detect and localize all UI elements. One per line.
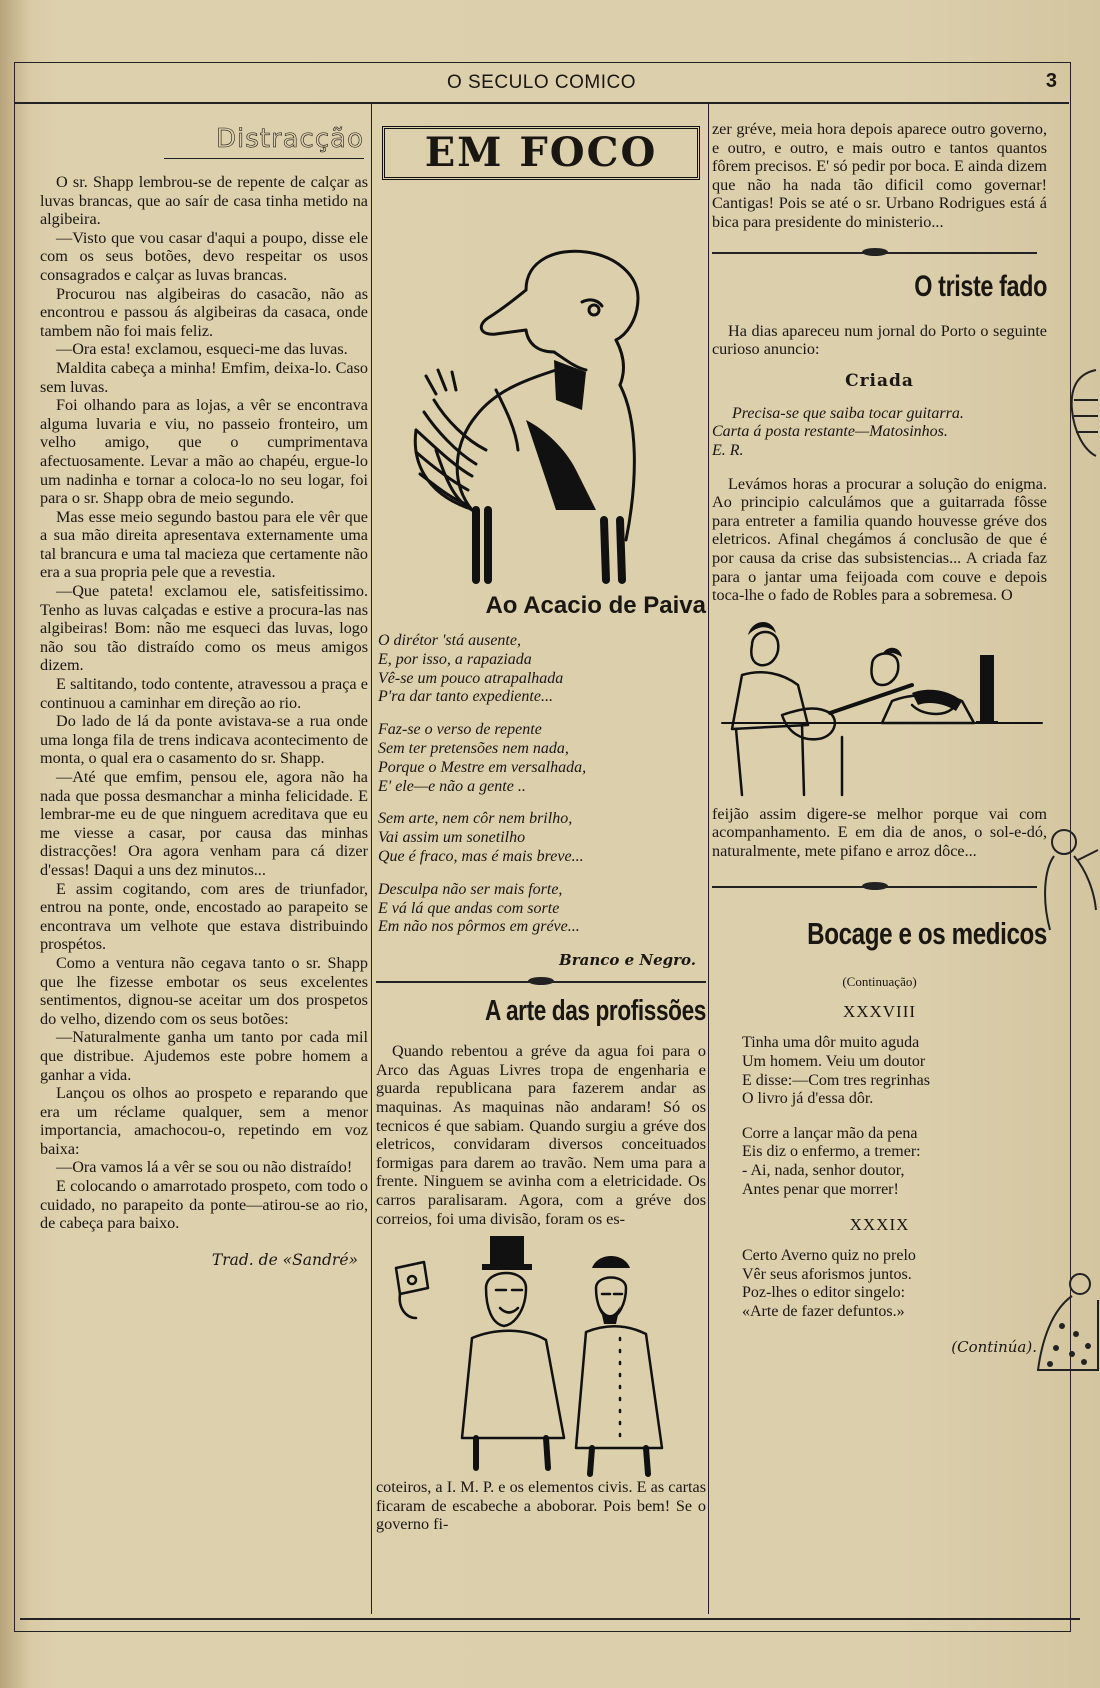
newspaper-title: O SECULO COMICO (446, 72, 637, 93)
ad-line: Precisa-se que saiba tocar guitarra. (732, 404, 964, 422)
column-divider-1 (371, 104, 372, 1614)
page-header (14, 64, 1069, 104)
paragraph: coteiros, a I. M. P. e os elementos civis. E as cartas ficaram de escabeche a aboborar. Pois bem! Se o governo fi- (376, 1478, 706, 1534)
verse-line: Vêr seus aforismos juntos. (742, 1265, 912, 1283)
paragraph: Como a ventura não cegava tanto o sr. Shapp que lhe fizesse embotar os seus excelentes sentimentos, dignou-se aceitar um dos prospetos do velho, dizendo com os seus botões: (40, 953, 368, 1028)
poem-line: Que é fraco, mas é mais breve... (378, 847, 584, 865)
paragraph: Procurou nas algibeiras do casacão, não as encontrou e passou ás algibeiras da casaca, onde tambem não foi mais feliz. (40, 284, 368, 340)
verse-line: - Ai, nada, senhor doutor, (742, 1162, 905, 1180)
poem-stanza (378, 881, 706, 937)
ornamental-divider (712, 882, 1037, 892)
verse-stanza (742, 1034, 1047, 1108)
paragraph: Quando rebentou a gréve da agua foi para o Arco das Aguas Livres tropa de engenharia e guarda republicana para fazerem andar as maquinas. As maquinas não andaram! Só os tecnicos é que sabiam. Quando surgiu a gréve dos eletricos, convidaram diversos conceituados formigas para darem ao travão. Nem uma para a frente. Ninguem se avinha com a eletricidade. Os carros paralisaram. Agora, com a gréve dos correios, foi uma divisão, foram os es- (376, 1042, 706, 1228)
bottom-rule (20, 1618, 1080, 1620)
verse-line: Certo Averno quiz no prelo (742, 1247, 916, 1265)
ad-line: E. R. (712, 441, 744, 459)
classified-ad (712, 405, 1047, 461)
poem-line: Sem arte, nem côr nem brilho, (378, 810, 573, 828)
poem-stanza (378, 810, 706, 866)
paragraph: Mas esse meio segundo bastou para ele vêr que a sua mão direita apresentava externamente uma tal brancura e uma tal macieza que certamente não era a sua propria pele que a revestia. (40, 507, 368, 582)
column-divider-2 (708, 104, 709, 1614)
verse-stanza (742, 1125, 1047, 1199)
margin-figure-doodle (1034, 820, 1100, 940)
poem-line: P'ra dar tanto expediente... (378, 688, 553, 706)
poem-line: Faz-se o verso de repente (378, 721, 542, 739)
section-numeral: XXXIX (849, 1215, 910, 1235)
ad-line: Carta á posta restante—Matosinhos. (712, 423, 948, 441)
paragraph: Ha dias apareceu num jornal do Porto o seguinte curioso anuncio: (712, 321, 1047, 359)
column-distracao (40, 120, 368, 1275)
verse-line: O livro já d'essa dôr. (742, 1090, 874, 1108)
title-underline (164, 158, 364, 159)
poem-line: Porque o Mestre em versalhada, (378, 758, 587, 776)
article-title-distracao: Distracção (215, 124, 364, 154)
margin-dotted-dress-doodle (1032, 1270, 1100, 1380)
verse-line: E disse:—Com tres regrinhas (742, 1071, 930, 1089)
triste-fado-body (712, 475, 1047, 605)
ornamental-divider (712, 248, 1037, 258)
poem-line: Vai assim um sonetilho (378, 829, 526, 847)
footer-continua: (Continúa). (951, 1337, 1037, 1356)
arte-profissoes-body-cont (376, 1478, 706, 1534)
margin-lantern-doodle (1066, 360, 1100, 470)
poem-line: Sem ter pretensões nem nada, (378, 739, 569, 757)
paragraph: —Que pateta! exclamou ele, satisfeitissimo. Tenho as luvas calçadas e estive a procura-las nas algibeiras! Bom: não me esqueci das luvas, logo não sou tão distraído como os meus amigos dizem. (40, 582, 368, 675)
column-right (712, 120, 1047, 1362)
distracao-body (40, 173, 368, 1233)
ad-title-criada: Criada (845, 370, 914, 391)
paragraph: —Até que emfim, pensou ele, agora não ha nada que possa desmanchar a minha felicidade. E lembrar-me eu de que ninguem acreditava que eu me viesse a casar, por causa das minhas distracções! Ora agora venham para cá dizer d'essas! Daqui a uns dez minutos... (40, 768, 368, 879)
verse-stanza (742, 1247, 1047, 1321)
paragraph: feijão assim digere-se melhor porque vai com acompanhamento. E em dia de anos, o sol-e-dó, naturalmente, mete pifano e arroz dôce... (712, 804, 1047, 860)
poem-line: E' ele—e não a gente .. (378, 777, 526, 795)
verse-line: Poz-lhes o editor singelo: (742, 1284, 906, 1302)
verse-line: Um homem. Veiu um doutor (742, 1053, 926, 1071)
caricature-illustration (376, 180, 706, 590)
verse-line: Eis diz o enfermo, a tremer: (742, 1143, 921, 1161)
poem-line: O dirétor 'stá ausente, (378, 632, 521, 649)
article-title-arte-profissoes: A arte das profissões (484, 995, 706, 1028)
paragraph: Foi olhando para as lojas, a vêr se encontrava alguma luvaria e viu, no passeio fronteiro, um velho amigo, que o cumprimentava afectuosamente. Levar a mão ao chapéu, ergue-lo um nadinha e tornar a coloca-lo no seu logar, foi para o sr. Shapp obra de meio segundo. (40, 396, 368, 508)
triste-fado-body-cont (712, 805, 1047, 861)
article-title-triste-fado: O triste fado (914, 269, 1047, 303)
paragraph: —Ora vamos lá a vêr se sou ou não distraído! (56, 1158, 353, 1177)
poem-stanza (378, 632, 706, 707)
paragraph: O sr. Shapp lembrou-se de repente de calçar as luvas brancas, que ao saír de casa tinha metido na algibeira. (40, 173, 368, 229)
paragraph: Lançou os olhos ao prospeto e reparando que era um réclame qualquer, sem a menor importancia, amachocou-o, repetindo em voz baixa: (40, 1084, 368, 1158)
signature-sandre: Trad. de «Sandré» (211, 1250, 358, 1269)
ornamental-divider (376, 977, 706, 987)
paragraph: Levámos horas a procurar a solução do enigma. Ao principio calculámos que a guitarrada fôsse para entreter a familia quando houvesse gréve dos eletricos. Afinal chegámos á conclusão de que é por causa da crise das subsistencias... A criada faz para o jantar uma feijoada com couve e depois toca-lhe o fado de Robles para a sobremesa. O (712, 474, 1047, 605)
poem-stanza (378, 721, 706, 796)
article-title-bocage: Bocage e os medicos (807, 916, 1047, 952)
paragraph: —Naturalmente ganha um tanto por cada mil que distribue. Ajudemos este pobre homem a ganhar a vida. (40, 1028, 368, 1084)
arte-profissoes-body (376, 1042, 706, 1228)
section-numeral: XXXVIII (842, 1002, 917, 1022)
paragraph: —Ora esta! exclamou, esqueci-me das luvas. (56, 340, 348, 359)
verse-line: Antes penar que morrer! (742, 1180, 899, 1198)
poem-line: Em não nos pôrmos em gréve... (378, 918, 580, 936)
poem-line: Desculpa não ser mais forte, (378, 880, 563, 898)
em-foco-banner-text: EM FOCO (424, 129, 658, 176)
verse-line: «Arte de fazer defuntos.» (742, 1303, 905, 1320)
paragraph: E assim cogitando, com ares de triunfador, entrou na ponte, onde, encostado ao parapeito se encontrava um velhote que estava distribuindo prospétos. (40, 879, 368, 954)
continuation-note: (Continuação) (842, 974, 917, 990)
paragraph: zer gréve, meia hora depois aparece outro governo, e outro, e outro, e mais outro e tantos quantos fôrem precisos. E' só pedir por boca. E ainda dizem que não ha nada tão dificil como governar! Cantigas! Pois se até o sr. Urbano Rodrigues está á bica para presidente do ministerio... (712, 120, 1047, 231)
poem-line: E vá lá que andas com sorte (378, 899, 560, 917)
arte-profissoes-continuation (712, 120, 1047, 232)
column-em-foco (376, 120, 706, 1534)
officials-illustration (376, 1228, 706, 1478)
paragraph: Do lado de lá da ponte avistava-se a rua onde uma longa fila de trens indicava acontecimento de monta, o qual era o casamento do sr. Shapp. (40, 712, 368, 768)
paragraph: —Visto que vou casar d'aqui a poupo, disse ele com os seus botões, devo respeitar os usos consagrados e calçar as luvas brancas. (40, 228, 368, 284)
page-number: 3 (1045, 70, 1057, 92)
verse-line: Corre a lançar mão da pena (742, 1124, 918, 1142)
paragraph: E saltitando, todo contente, atravessou a praça e continuou a caminhar em direção ao rio. (40, 675, 368, 712)
em-foco-banner (382, 126, 700, 180)
signature-branco-e-negro: Branco e Negro. (559, 951, 696, 970)
triste-fado-intro (712, 322, 1047, 359)
paragraph: Maldita cabeça a minha! Emfim, deixa-lo. Caso sem luvas. (40, 358, 368, 396)
poem-line: Vê-se um pouco atrapalhada (378, 669, 564, 687)
guitar-dinner-illustration (712, 605, 1047, 805)
poem-line: E, por isso, a rapaziada (378, 650, 532, 668)
caption-acacio-de-paiva: Ao Acacio de Paiva (485, 592, 706, 619)
verse-line: Tinha uma dôr muito aguda (742, 1034, 920, 1052)
paragraph: E colocando o amarrotado prospeto, com todo o cuidado, no parapeito da ponte—atirou-se ao rio, de cabeça para baixo. (40, 1177, 368, 1233)
